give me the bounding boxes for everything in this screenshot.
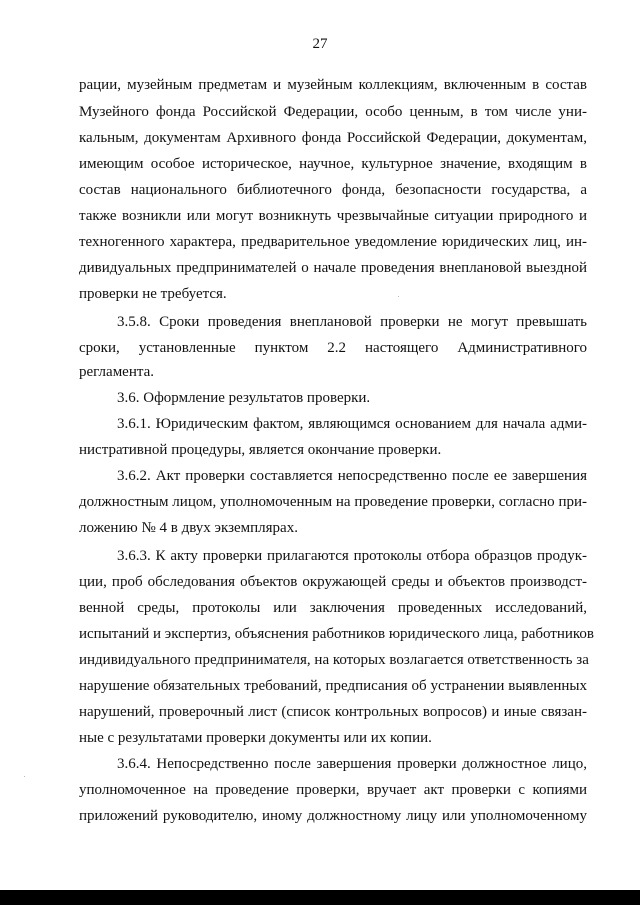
text-line: также возникли или могут возникнуть чрезвычайные ситуации природного и bbox=[79, 208, 587, 224]
text-line: уполномоченное на проведение проверки, вручает акт проверки с копиями bbox=[79, 782, 587, 798]
text-line: нистративной процедуры, является окончание проверки. bbox=[79, 442, 442, 458]
section-heading: 3.6. Оформление результатов проверки. bbox=[117, 390, 371, 406]
text-line: 3.6.1. Юридическим фактом, являющимся основанием для начала адми- bbox=[117, 416, 587, 432]
text-line: должностным лицом, уполномоченным на проведение проверки, согласно при- bbox=[79, 494, 587, 510]
text-line: приложений руководителю, иному должностному лицу или уполномоченному bbox=[79, 808, 587, 824]
text-line: сроки, установленные пунктом 2.2 настоящего Административного bbox=[79, 340, 587, 356]
text-line: имеющим особое историческое, научное, культурное значение, входящим в bbox=[79, 156, 587, 172]
text-line: Музейного фонда Российской Федерации, особо ценным, в том числе уни- bbox=[79, 104, 587, 120]
page-number: 27 bbox=[312, 36, 328, 52]
text-line: кальным, документам Архивного фонда Российской Федерации, документам, bbox=[79, 130, 587, 146]
text-line: рации, музейным предметам и музейным коллекциям, включенным в состав bbox=[79, 77, 587, 93]
text-line: ции, проб обследования объектов окружающей среды и объектов производст- bbox=[79, 574, 587, 590]
scan-speck bbox=[24, 776, 25, 777]
text-line: регламента. bbox=[79, 364, 155, 380]
text-line: 3.6.2. Акт проверки составляется непосредственно после ее завершения bbox=[117, 468, 587, 484]
text-line: нарушение обязательных требований, предписания об устранении выявленных bbox=[79, 678, 587, 694]
text-line: 3.6.3. К акту проверки прилагаются протоколы отбора образцов продук- bbox=[117, 548, 587, 564]
text-line: 3.6.4. Непосредственно после завершения проверки должностное лицо, bbox=[117, 756, 587, 772]
text-line: нарушений, проверочный лист (список контрольных вопросов) и иные связан- bbox=[79, 704, 587, 720]
scan-speck bbox=[398, 296, 399, 297]
text-line: техногенного характера, предварительное уведомление юридических лиц, ин- bbox=[79, 234, 587, 250]
text-line: венной среды, протоколы или заключения проведенных исследований, bbox=[79, 600, 587, 616]
text-line: состав национального библиотечного фонда, безопасности государства, а bbox=[79, 182, 587, 198]
text-line: ложению № 4 в двух экземплярах. bbox=[79, 520, 298, 536]
text-line: дивидуальных предпринимателей о начале проведения внеплановой выездной bbox=[79, 260, 587, 276]
text-line: ные с результатами проверки документы или их копии. bbox=[79, 730, 432, 746]
text-line: индивидуального предпринимателя, на которых возлагается ответственность за bbox=[79, 652, 589, 668]
text-line: проверки не требуется. bbox=[79, 286, 227, 302]
scan-edge-bar bbox=[0, 890, 640, 905]
text-line: испытаний и экспертиз, объяснения работников юридического лица, работников bbox=[79, 626, 595, 642]
text-line: 3.5.8. Сроки проведения внеплановой проверки не могут превышать bbox=[117, 314, 587, 330]
